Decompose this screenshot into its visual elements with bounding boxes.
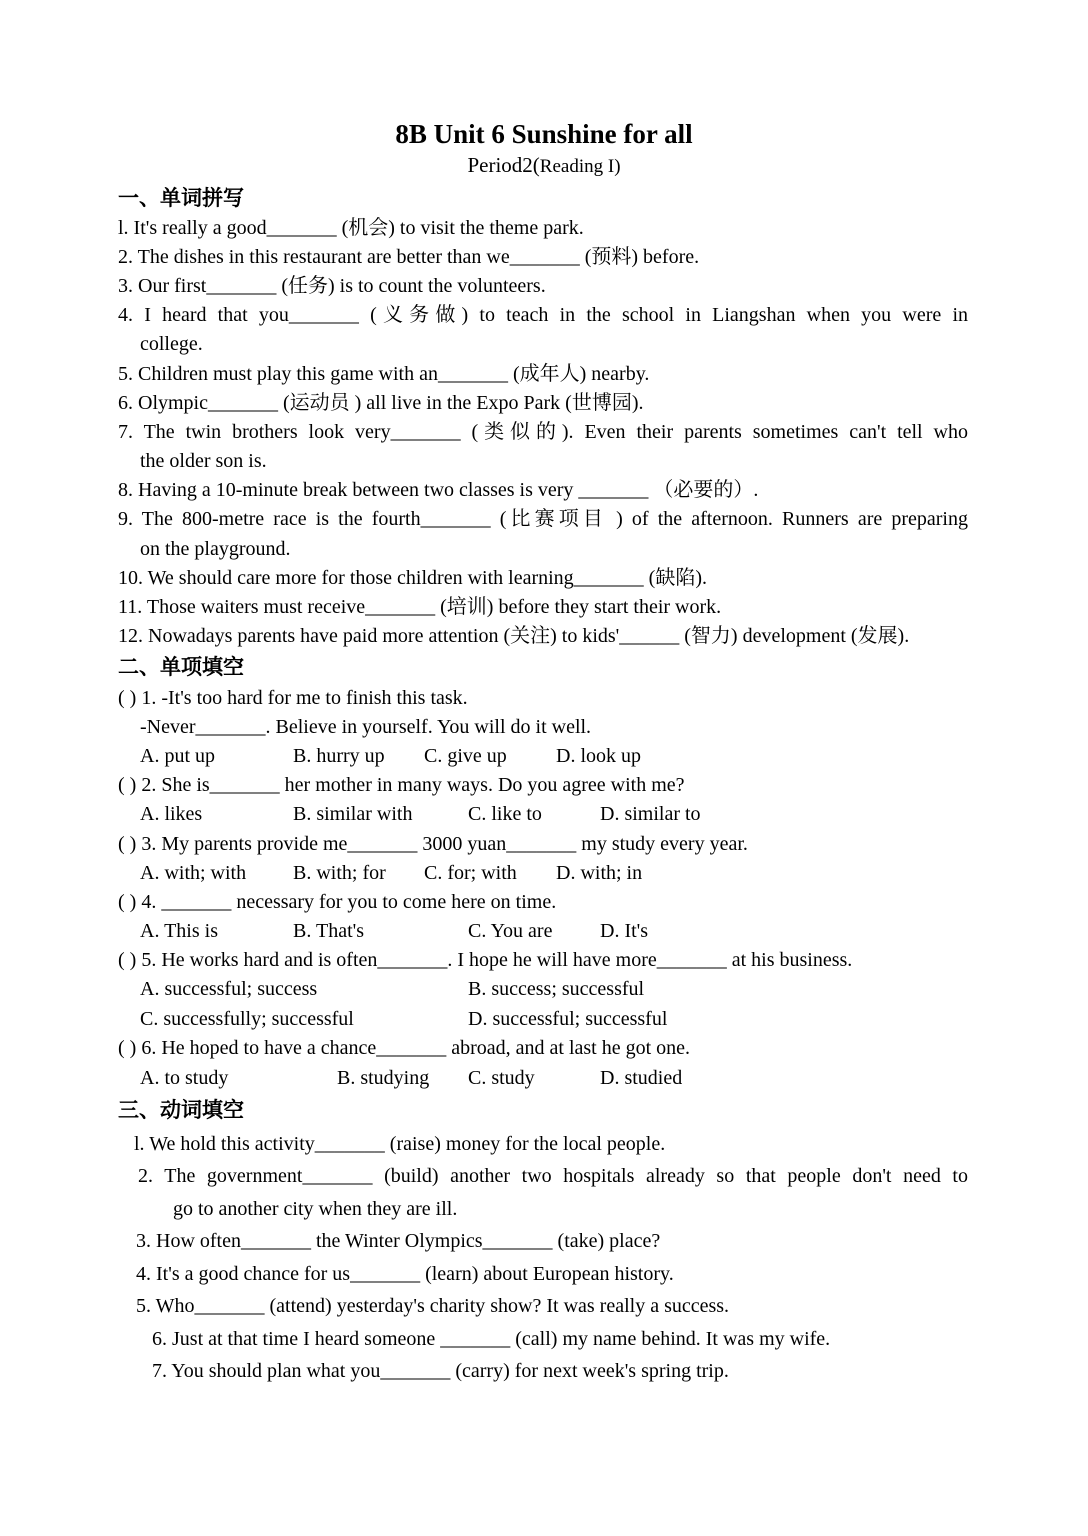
- option-a: A. This is: [140, 920, 218, 942]
- choice-question-2: ( ) 2. She is_______ her mother in many ways. Do you agree with me?: [118, 774, 685, 796]
- section-heading-spelling: 一、单词拼写: [118, 186, 244, 210]
- spelling-item-7-cont: the older son is.: [140, 450, 267, 472]
- choice-question-6: ( ) 6. He hoped to have a chance_______ abroad, and at last he got one.: [118, 1037, 691, 1059]
- subtitle-period: Period2(: [467, 153, 540, 177]
- option-a: A. put up: [140, 745, 215, 767]
- option-d: D. successful; successful: [468, 1008, 668, 1030]
- option-a: A. to study: [140, 1067, 229, 1089]
- option-b: B. studying: [337, 1067, 430, 1089]
- spelling-item-6: 6. Olympic_______ (运动员 ) all live in the Expo Park (世博园).: [118, 392, 644, 414]
- spelling-item-3: 3. Our first_______ (任务) is to count the volunteers.: [118, 275, 546, 297]
- option-b: B. That's: [293, 920, 365, 942]
- spelling-item-9-cont: on the playground.: [140, 538, 291, 560]
- spelling-item-2: 2. The dishes in this restaurant are better than we_______ (预料) before.: [118, 246, 700, 268]
- section-heading-verbs: 三、动词填空: [118, 1098, 244, 1122]
- subtitle-reading: Reading I): [539, 156, 621, 177]
- verb-item-3: 3. How often_______ the Winter Olympics_______ (take) place?: [136, 1230, 661, 1252]
- option-a: A. likes: [140, 803, 203, 825]
- verb-item-7: 7. You should plan what you_______ (carry) for next week's spring trip.: [152, 1360, 729, 1382]
- spelling-item-12: 12. Nowadays parents have paid more attention (关注) to kids'______ (智力) development (发展).: [118, 625, 910, 647]
- option-c: C. give up: [424, 745, 507, 767]
- verb-item-5: 5. Who_______ (attend) yesterday's charity show? It was really a success.: [136, 1295, 730, 1317]
- choice-question-3: ( ) 3. My parents provide me_______ 3000 yuan_______ my study every year.: [118, 833, 748, 855]
- option-c: C. for; with: [424, 862, 517, 884]
- verb-item-2: 2. The government_______ (build) another two hospitals already so that people don't need to: [138, 1165, 968, 1187]
- page-subtitle: [0, 150, 1088, 182]
- verb-item-2-cont: go to another city when they are ill.: [173, 1198, 458, 1220]
- spelling-item-4: 4. I heard that you_______ (义务做) to teach in the school in Liangshan when you were in: [118, 304, 968, 326]
- option-b: B. hurry up: [293, 745, 385, 767]
- spelling-item-11: 11. Those waiters must receive_______ (培训) before they start their work.: [118, 596, 722, 618]
- option-b: B. success; successful: [468, 978, 645, 1000]
- verb-item-6: 6. Just at that time I heard someone _______ (call) my name behind. It was my wife.: [152, 1328, 831, 1350]
- choice-question-4: ( ) 4. _______ necessary for you to come here on time.: [118, 891, 557, 913]
- option-a: A. with; with: [140, 862, 247, 884]
- option-d: D. look up: [556, 745, 641, 767]
- spelling-item-8: 8. Having a 10-minute break between two classes is very _______ （必要的）.: [118, 479, 759, 501]
- spelling-item-7: 7. The twin brothers look very_______ (类似的). Even their parents sometimes can't tell who: [118, 421, 968, 443]
- spelling-item-9: 9. The 800-metre race is the fourth_______ (比赛项目 ) of the afternoon. Runners are preparing: [118, 508, 968, 530]
- section-heading-choice: 二、单项填空: [118, 655, 244, 679]
- spelling-item-5: 5. Children must play this game with an_______ (成年人) nearby.: [118, 363, 650, 385]
- option-d: D. with; in: [556, 862, 643, 884]
- option-c: C. You are: [468, 920, 553, 942]
- choice-question-5: ( ) 5. He works hard and is often_______. I hope he will have more_______ at his business.: [118, 949, 853, 971]
- option-d: D. studied: [600, 1067, 683, 1089]
- option-b: B. with; for: [293, 862, 386, 884]
- option-d: D. similar to: [600, 803, 701, 825]
- choice-question-1: ( ) 1. -It's too hard for me to finish this task.: [118, 687, 468, 709]
- spelling-item-10: 10. We should care more for those children with learning_______ (缺陷).: [118, 567, 707, 589]
- option-d: D. It's: [600, 920, 649, 942]
- verb-item-1: l. We hold this activity_______ (raise) money for the local people.: [134, 1133, 666, 1155]
- option-a: A. successful; success: [140, 978, 318, 1000]
- page-title: 8B Unit 6 Sunshine for all: [395, 119, 693, 149]
- choice-question-1-reply: -Never_______. Believe in yourself. You will do it well.: [140, 716, 592, 738]
- option-c: C. study: [468, 1067, 535, 1089]
- spelling-item-4-cont: college.: [140, 333, 203, 355]
- option-b: B. similar with: [293, 803, 413, 825]
- option-c: C. successfully; successful: [140, 1008, 354, 1030]
- option-c: C. like to: [468, 803, 542, 825]
- spelling-item-1: l. It's really a good_______ (机会) to visit the theme park.: [118, 217, 584, 239]
- verb-item-4: 4. It's a good chance for us_______ (learn) about European history.: [136, 1263, 674, 1285]
